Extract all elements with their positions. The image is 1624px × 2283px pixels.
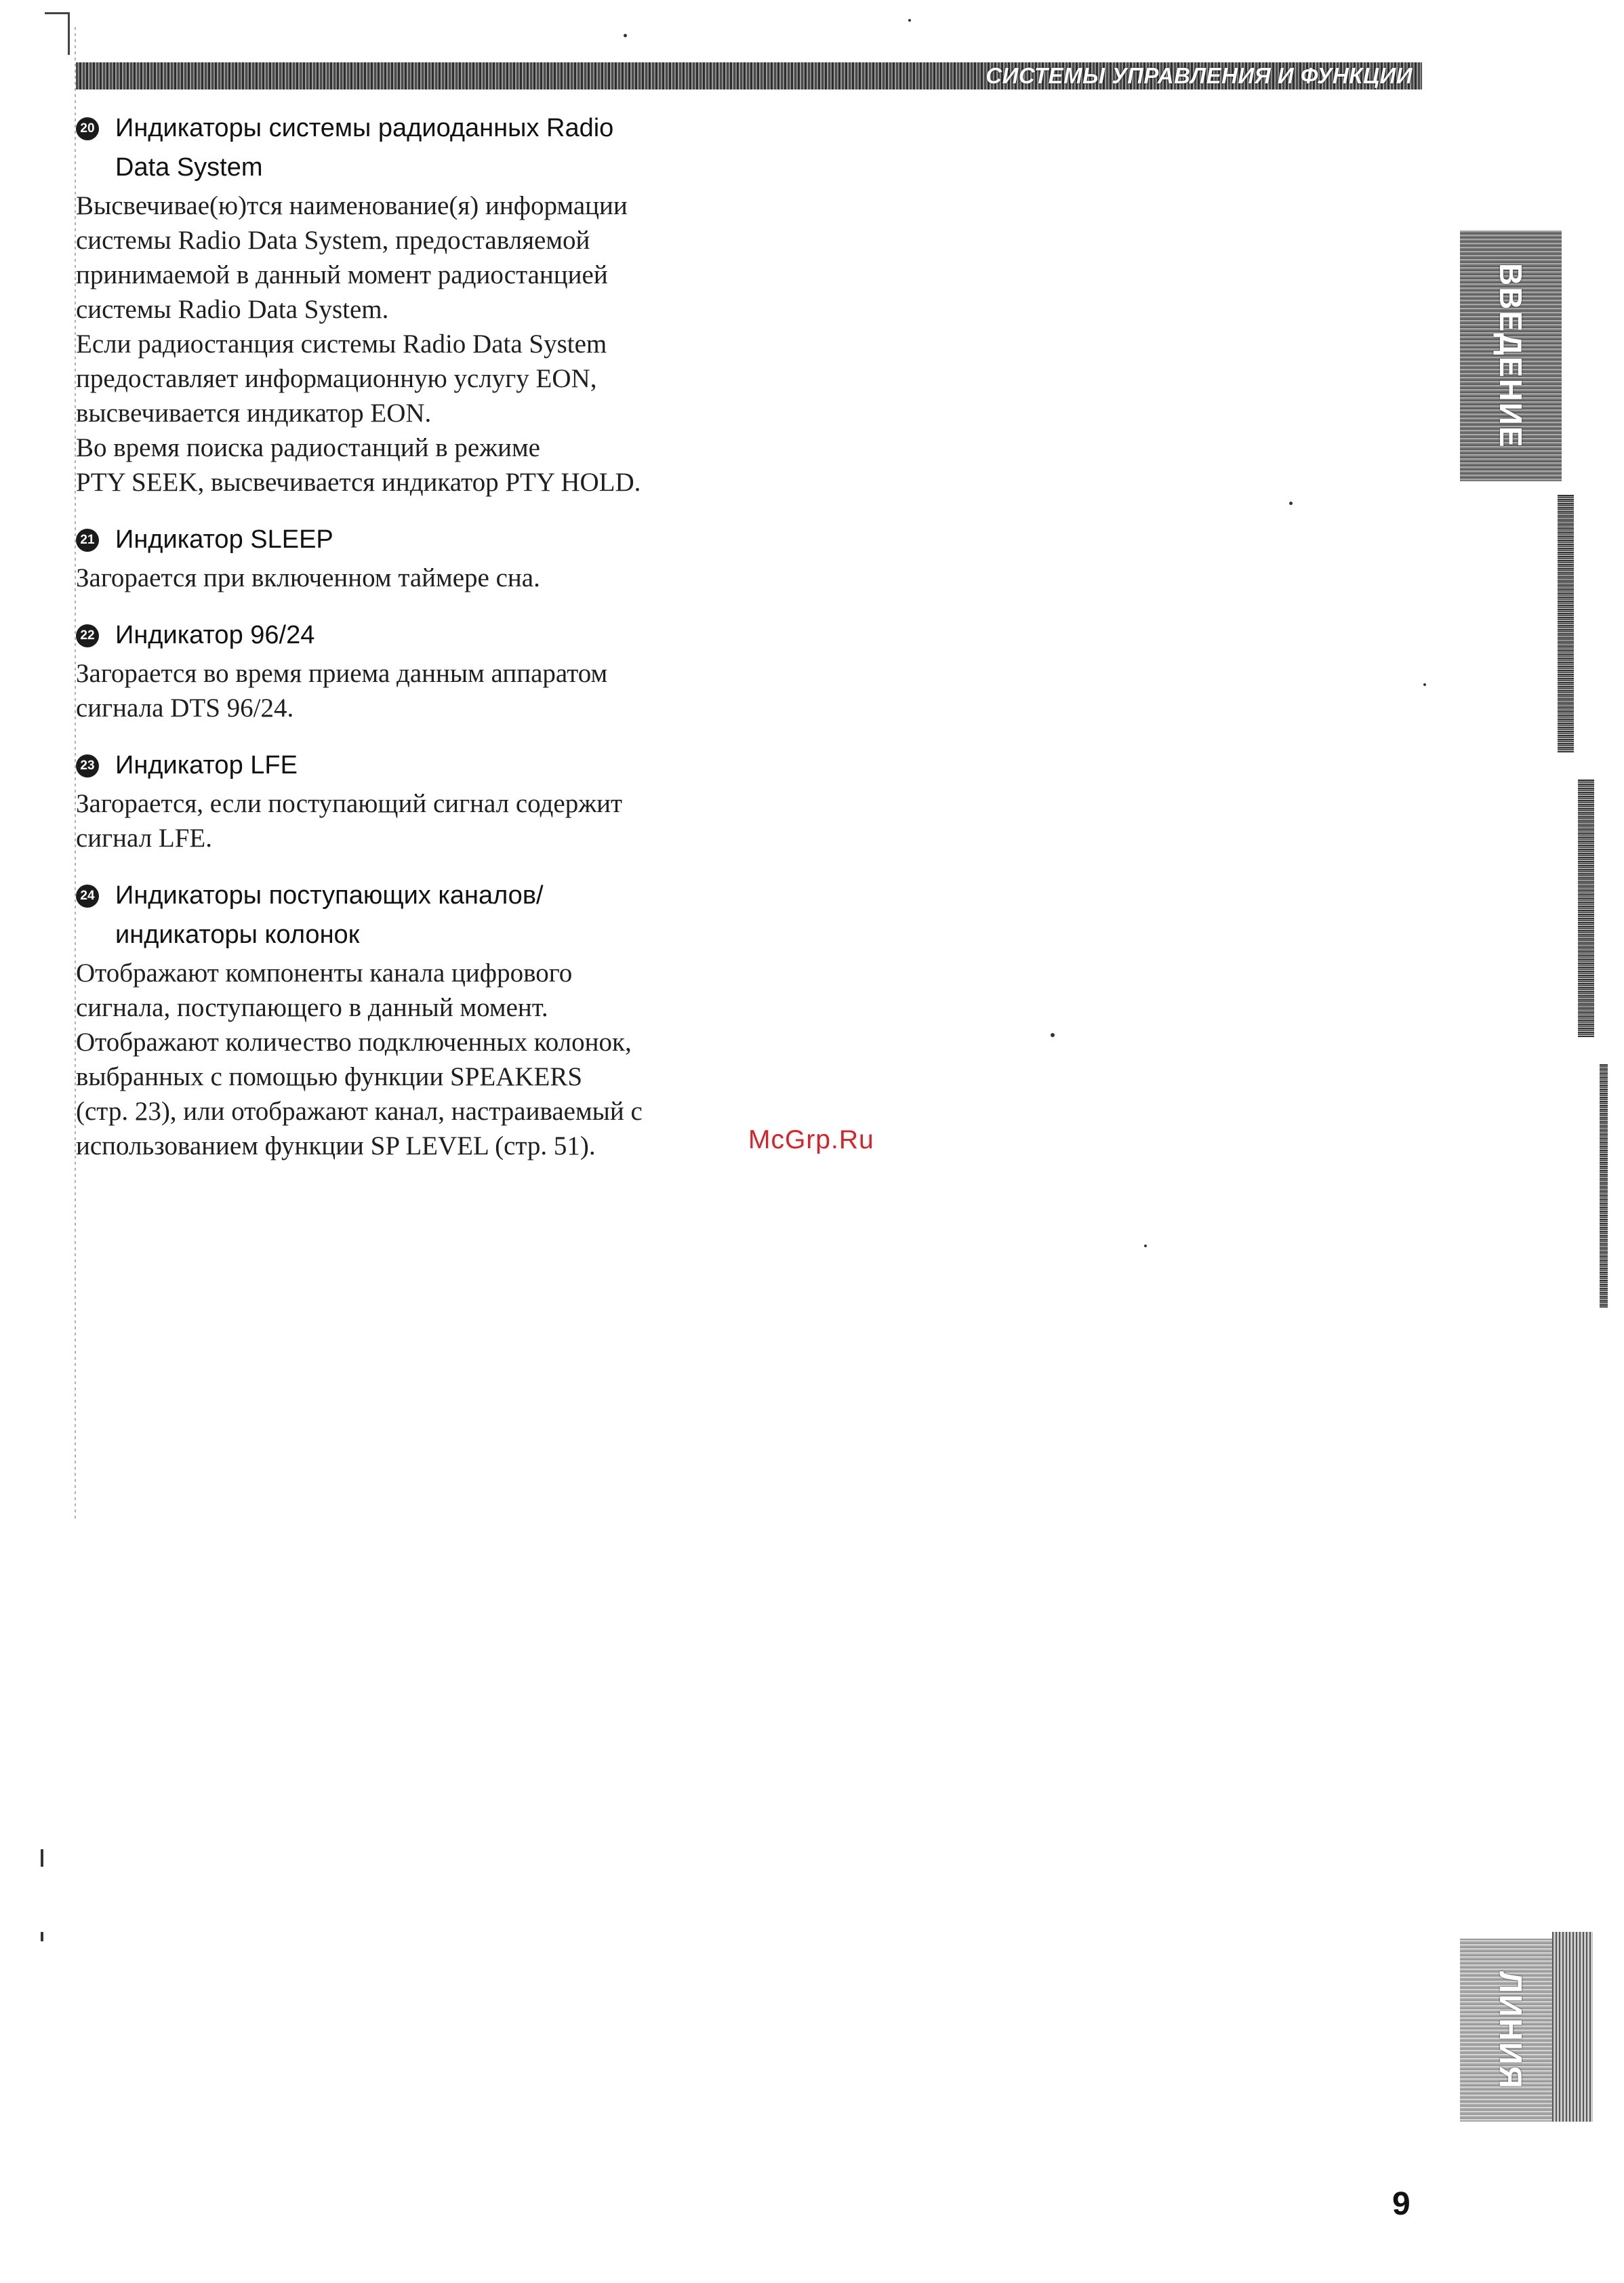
scan-speck: [1144, 1245, 1147, 1247]
section-heading-text: Индикаторы системы радиоданных Radio Data System: [115, 114, 614, 182]
page-number: 9: [1392, 2186, 1410, 2222]
section-body: Загорается во время приема данным аппаратом сигнала DTS 96/24.: [76, 659, 608, 723]
section-heading: [76, 520, 747, 559]
page-edge-tab-strip: [1552, 1932, 1593, 2122]
page-edge-tab-strip: [1558, 495, 1574, 752]
page-edge-tab-strip: [1600, 1064, 1608, 1308]
item-number-badge: 21: [76, 529, 99, 552]
side-tab-secondary: [1460, 1939, 1562, 2122]
scan-speck: [908, 19, 911, 22]
section-body: Загорается при включенном таймере сна.: [76, 563, 540, 592]
section-heading-text: Индикатор SLEEP: [115, 525, 333, 554]
scan-speck: [1423, 683, 1426, 686]
indicator-section-20: [76, 108, 747, 500]
page-edge-tab-strip: [1578, 780, 1594, 1037]
section-header-bar: [76, 62, 1422, 89]
section-heading-text: Индикатор LFE: [115, 751, 298, 780]
section-body: Высвечивае(ю)тся наименование(я) информации системы Radio Data System, предоставляемой принимаемой в данный момент радиостанцией системы Radio Data System. Если радиостанция системы Radio Data System предоставляет информационную услугу EON, высвечивается индикатор EON. Во время поиска радиостанций в режиме PTY SEEK, высвечивается индикатор PTY HOLD.: [76, 191, 641, 497]
section-heading: [76, 746, 747, 785]
side-tab-introduction: [1460, 230, 1562, 481]
indicator-section-22: [76, 615, 747, 725]
section-heading: [76, 615, 747, 655]
section-heading-text: Индикаторы поступающих каналов/ индикаторы колонок: [115, 881, 544, 949]
section-body: Загорается, если поступающий сигнал содержит сигнал LFE.: [76, 789, 623, 853]
section-heading: [76, 876, 747, 954]
item-number-badge: 23: [76, 754, 99, 777]
indicator-section-21: [76, 520, 747, 595]
item-number-badge: 22: [76, 624, 99, 647]
section-header-title: СИСТЕМЫ УПРАВЛЕНИЯ И ФУНКЦИИ: [986, 63, 1413, 88]
side-tab-label: ЛИНИЯ: [1493, 1971, 1528, 2090]
section-heading: [76, 108, 747, 187]
indicator-section-23: [76, 746, 747, 855]
item-number-badge: 20: [76, 117, 99, 140]
side-tab-label: ВВЕДЕНИЕ: [1493, 263, 1528, 449]
scan-speck: [624, 34, 627, 37]
scan-speck: [1051, 1033, 1055, 1037]
section-heading-text: Индикатор 96/24: [115, 621, 315, 649]
crop-mark: [45, 12, 70, 55]
scan-speck: [41, 1932, 43, 1941]
indicator-section-24: [76, 876, 747, 1163]
scan-speck: [41, 1849, 43, 1867]
scan-speck: [1289, 502, 1293, 505]
main-content: [76, 108, 747, 1184]
section-body: Отображают компоненты канала цифрового сигнала, поступающего в данный момент. Отображают количество подключенных колонок, выбранных с помощью функции SPEAKERS (стр. 23), или отображают канал, настраиваемый с использованием функции SP LEVEL (стр. 51).: [76, 958, 643, 1160]
item-number-badge: 24: [76, 885, 99, 908]
watermark-text: McGrp.Ru: [748, 1125, 874, 1154]
